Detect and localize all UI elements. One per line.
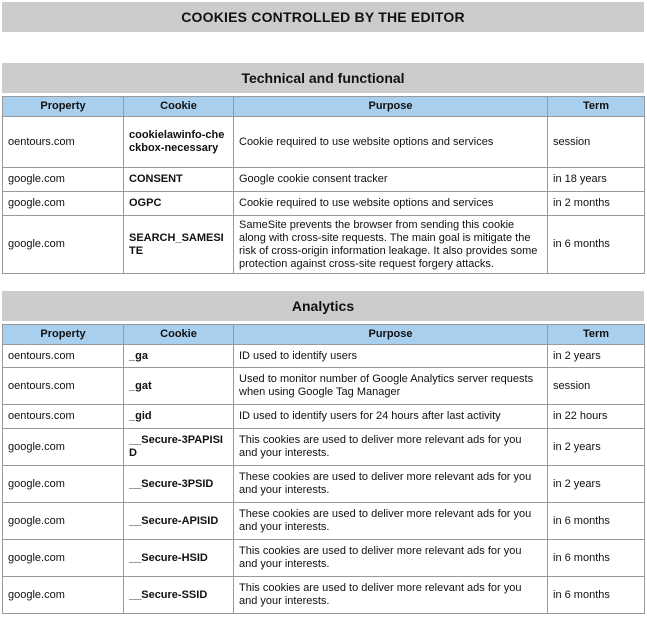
analytics-cookies-table xyxy=(2,324,645,614)
term-cell: in 6 months xyxy=(548,503,645,540)
header-term: Term xyxy=(548,325,645,345)
table-row xyxy=(3,368,645,405)
section-title-technical: Technical and functional xyxy=(2,63,644,93)
property-cell: google.com xyxy=(3,503,124,540)
cookie-cell: _gat xyxy=(124,368,234,405)
page-title: COOKIES CONTROLLED BY THE EDITOR xyxy=(2,2,644,32)
term-cell: in 6 months xyxy=(548,577,645,614)
property-cell: google.com xyxy=(3,540,124,577)
header-purpose: Purpose xyxy=(234,325,548,345)
table-row xyxy=(3,503,645,540)
table-row xyxy=(3,192,645,216)
cookie-cell: OGPC xyxy=(124,192,234,216)
technical-cookies-table xyxy=(2,96,645,274)
purpose-cell: This cookies are used to deliver more relevant ads for you and your interests. xyxy=(234,540,548,577)
property-cell: oentours.com xyxy=(3,117,124,168)
cookie-cell: __Secure-HSID xyxy=(124,540,234,577)
purpose-cell: SameSite prevents the browser from sending this cookie along with cross-site requests. The main goal is mitigate the risk of cross-origin information leakage. It also provides some protection against cross-site request forgery attacks. xyxy=(234,216,548,274)
header-property: Property xyxy=(3,97,124,117)
purpose-cell: This cookies are used to deliver more relevant ads for you and your interests. xyxy=(234,429,548,466)
term-cell: in 2 years xyxy=(548,466,645,503)
table-row xyxy=(3,117,645,168)
purpose-cell: These cookies are used to deliver more relevant ads for you and your interests. xyxy=(234,503,548,540)
term-cell: in 2 years xyxy=(548,345,645,368)
table-row xyxy=(3,168,645,192)
header-property: Property xyxy=(3,325,124,345)
term-cell: in 2 months xyxy=(548,192,645,216)
cookie-cell: cookielawinfo-checkbox-necessary xyxy=(124,117,234,168)
cookie-cell: _ga xyxy=(124,345,234,368)
property-cell: google.com xyxy=(3,168,124,192)
cookie-cell: _gid xyxy=(124,405,234,429)
header-term: Term xyxy=(548,97,645,117)
purpose-cell: These cookies are used to deliver more relevant ads for you and your interests. xyxy=(234,466,548,503)
header-cookie: Cookie xyxy=(124,97,234,117)
table-row xyxy=(3,540,645,577)
term-cell: in 6 months xyxy=(548,540,645,577)
cookie-cell: __Secure-3PSID xyxy=(124,466,234,503)
purpose-cell: This cookies are used to deliver more relevant ads for you and your interests. xyxy=(234,577,548,614)
table-row xyxy=(3,345,645,368)
term-cell: in 22 hours xyxy=(548,405,645,429)
table-row xyxy=(3,466,645,503)
purpose-cell: Used to monitor number of Google Analytics server requests when using Google Tag Manager xyxy=(234,368,548,405)
property-cell: google.com xyxy=(3,466,124,503)
cookie-cell: __Secure-SSID xyxy=(124,577,234,614)
purpose-cell: ID used to identify users for 24 hours after last activity xyxy=(234,405,548,429)
header-purpose: Purpose xyxy=(234,97,548,117)
property-cell: oentours.com xyxy=(3,368,124,405)
cookie-cell: CONSENT xyxy=(124,168,234,192)
term-cell: in 2 years xyxy=(548,429,645,466)
table-row xyxy=(3,577,645,614)
property-cell: google.com xyxy=(3,577,124,614)
table-row xyxy=(3,405,645,429)
cookie-cell: SEARCH_SAMESITE xyxy=(124,216,234,274)
table-header-row xyxy=(3,325,645,345)
section-title-analytics: Analytics xyxy=(2,291,644,321)
property-cell: google.com xyxy=(3,192,124,216)
term-cell: session xyxy=(548,368,645,405)
cookie-cell: __Secure-3PAPISID xyxy=(124,429,234,466)
property-cell: google.com xyxy=(3,216,124,274)
cookie-cell: __Secure-APISID xyxy=(124,503,234,540)
purpose-cell: Google cookie consent tracker xyxy=(234,168,548,192)
property-cell: oentours.com xyxy=(3,345,124,368)
term-cell: in 18 years xyxy=(548,168,645,192)
purpose-cell: ID used to identify users xyxy=(234,345,548,368)
term-cell: in 6 months xyxy=(548,216,645,274)
table-row xyxy=(3,216,645,274)
table-header-row xyxy=(3,97,645,117)
purpose-cell: Cookie required to use website options and services xyxy=(234,117,548,168)
property-cell: oentours.com xyxy=(3,405,124,429)
table-row xyxy=(3,429,645,466)
purpose-cell: Cookie required to use website options and services xyxy=(234,192,548,216)
term-cell: session xyxy=(548,117,645,168)
property-cell: google.com xyxy=(3,429,124,466)
header-cookie: Cookie xyxy=(124,325,234,345)
